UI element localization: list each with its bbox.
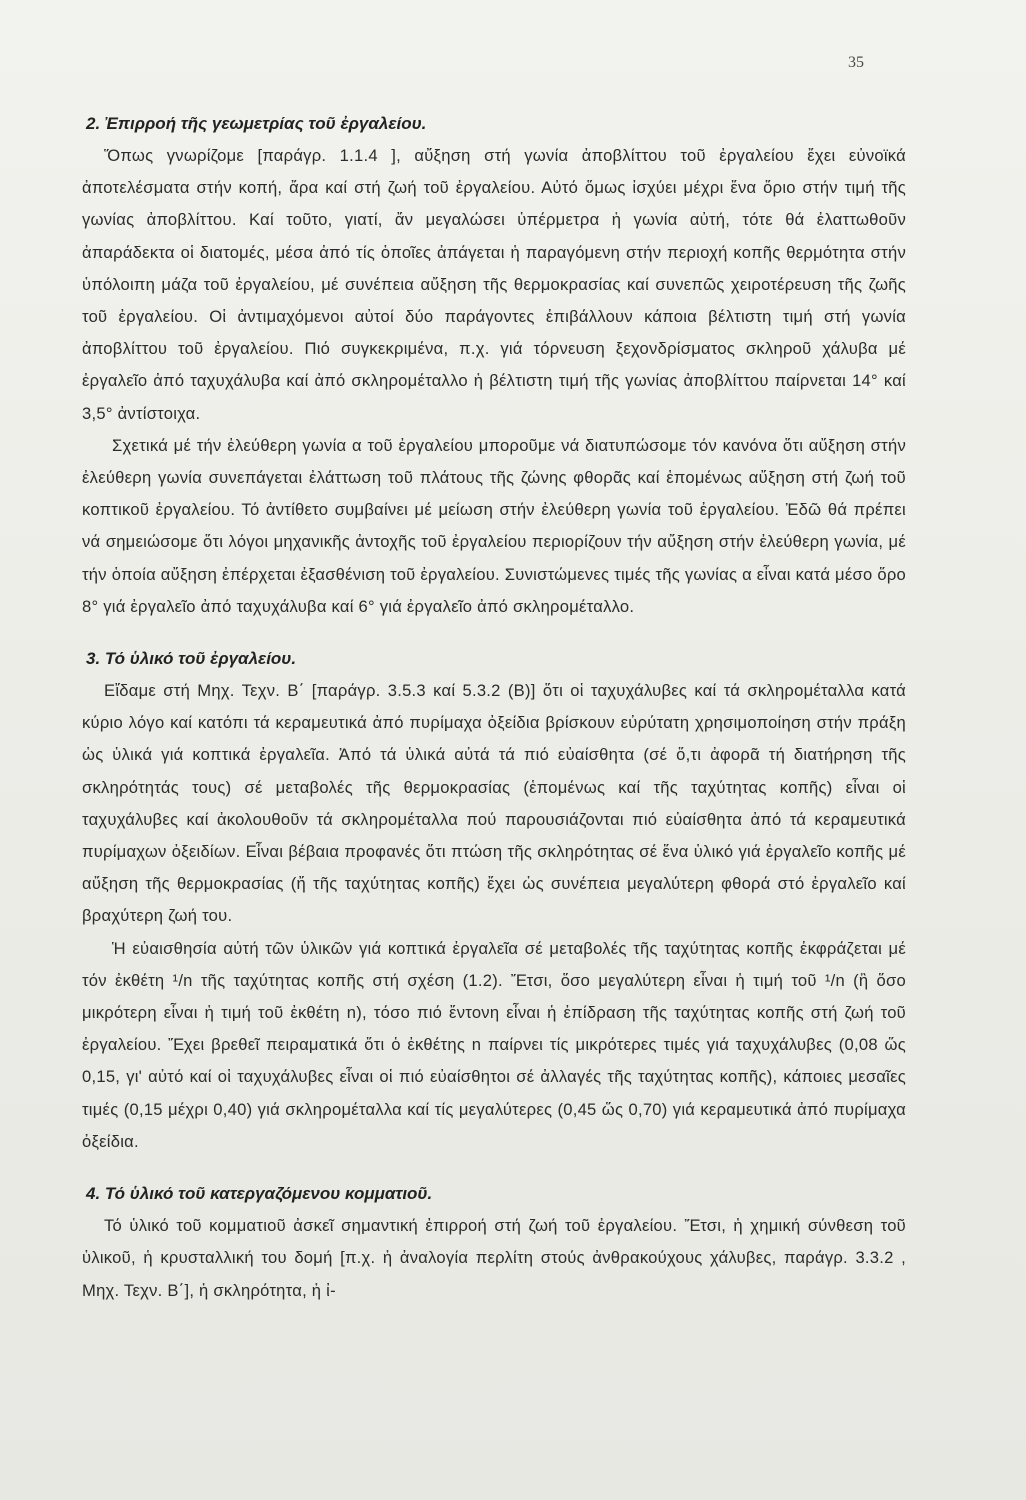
- paragraph: Εἴδαμε στή Μηχ. Τεχν. Β΄ [παράγρ. 3.5.3 καί 5.3.2 (Β)] ὅτι οἱ ταχυχάλυβες καί τά σκληρομέταλλα κατά κύριο λόγο καί κατόπι τά κεραμευτικά ἀπό πυρίμαχα ὀξείδια βρίσκουν εὐρύτατη χρησιμοποίηση στήν πράξη ὡς ὑλικά γιά κοπτικά ἐργαλεῖα. Ἀπό τά ὑλικά αὐτά τά πιό εὐαίσθητα (σέ ὅ,τι ἀφορᾶ τή διατήρηση τῆς σκληρότητάς τους) σέ μεταβολές τῆς θερμοκρασίας (ἑπομένως καί τῆς ταχύτητας κοπῆς) εἶναι οἱ ταχυχάλυβες καί ἀκολουθοῦν τά σκληρομέταλλα πού παρουσιάζονται πιό εὐαίσθητα ἀπό τά κεραμευτικά πυρίμαχων ὀξειδίων. Εἶναι βέβαια προφανές ὅτι πτώση τῆς σκληρότητας σέ ἕνα ὑλικό γιά ἐργαλεῖο κοπῆς μέ αὔξηση τῆς θερμοκρασίας (ἤ τῆς ταχύτητας κοπῆς) ἔχει ὡς συνέπεια μεγαλύτερη φθορά στό ἐργαλεῖο καί βραχύτερη ζωή του.: [82, 681, 906, 926]
- paragraph: Τό ὑλικό τοῦ κομματιοῦ ἀσκεῖ σημαντική ἐπιρροή στή ζωή τοῦ ἐργαλείου. Ἔτσι, ἡ χημική σύνθεση τοῦ ὑλικοῦ, ἡ κρυσταλλική του δομή [π.χ. ἡ ἀναλογία περλίτη στούς ἀνθρακούχους χάλυβες, παράγρ. 3.3.2 , Μηχ. Τεχν. Β΄], ἡ σκληρότητα, ἡ ἰ-: [82, 1216, 906, 1300]
- section-heading: 4. Τό ὑλικό τοῦ κατεργαζόμενου κομματιοῦ.: [86, 1184, 433, 1204]
- section-heading: 3. Τό ὑλικό τοῦ ἐργαλείου.: [86, 649, 297, 669]
- section-geometry-influence: [82, 110, 906, 623]
- section-workpiece-material: [82, 1180, 906, 1307]
- section-tool-material: [82, 645, 906, 1158]
- paragraph: Ἡ εὐαισθησία αὐτή τῶν ὑλικῶν γιά κοπτικά ἐργαλεῖα σέ μεταβολές τῆς ταχύτητας κοπῆς ἐκφράζεται μέ τόν ἐκθέτη ¹/n τῆς ταχύτητας κοπῆς στή σχέση (1.2). Ἔτσι, ὅσο μεγαλύτερη εἶναι ἡ τιμή τοῦ ¹/n (ἢ ὅσο μικρότερη εἶναι ἡ τιμή τοῦ ἐκθέτη n), τόσο πιό ἔντονη εἶναι ἡ ἐπίδραση τῆς ταχύτητας κοπῆς στή ζωή τοῦ ἐργαλείου. Ἔχει βρεθεῖ πειραματικά ὅτι ὁ ἐκθέτης n παίρνει τίς μικρότερες τιμές γιά ταχυχάλυβες (0,08 ὥς 0,15, γι' αὐτό καί οἱ ταχυχάλυβες εἶναι οἱ πιό εὐαίσθητοι σέ ἀλλαγές τῆς ταχύτητας κοπῆς), κάποιες μεσαῖες τιμές (0,15 μέχρι 0,40) γιά σκληρομέταλλα καί τίς μεγαλύτερες (0,45 ὥς 0,70) γιά κεραμευτικά ἀπό πυρίμαχα ὀξείδια.: [82, 938, 906, 1151]
- page-content: [82, 110, 906, 1307]
- paragraph: Σχετικά μέ τήν ἐλεύθερη γωνία α τοῦ ἐργαλείου μποροῦμε νά διατυπώσομε τόν κανόνα ὅτι αὔξηση στήν ἐλεύθερη γωνία συνεπάγεται ἐλάττωση τοῦ πλάτους τῆς ζώνης φθορᾶς καί ἑπομένως αὔξηση στή ζωή τοῦ κοπτικοῦ ἐργαλείου. Τό ἀντίθετο συμβαίνει μέ μείωση στήν ἐλεύθερη γωνία τοῦ ἐργαλείου. Ἐδῶ θά πρέπει νά σημειώσομε ὅτι λόγοι μηχανικῆς ἀντοχῆς τοῦ ἐργαλείου περιορίζουν τήν αὔξηση στήν ἐλεύθερη γωνία, μέ τήν ὁποία αὔξηση ἐπέρχεται ἐξασθένιση τοῦ ἐργαλείου. Συνιστώμενες τιμές τῆς γωνίας α εἶναι κατά μέσο ὅρο 8° γιά ἐργαλεῖο ἀπό ταχυχάλυβα καί 6° γιά ἐργαλεῖο ἀπό σκληρομέταλλο.: [82, 435, 906, 616]
- page-number: 35: [848, 54, 864, 71]
- section-heading: 2. Ἐπιρροή τῆς γεωμετρίας τοῦ ἐργαλείου.: [86, 114, 427, 133]
- paragraph: Ὅπως γνωρίζομε [παράγρ. 1.1.4 ], αὔξηση στή γωνία ἀποβλίττου τοῦ ἐργαλείου ἔχει εὐνοϊκά ἀποτελέσματα στήν κοπή, ἄρα καί στή ζωή τοῦ ἐργαλείου. Αὐτό ὅμως ἰσχύει μέχρι ἕνα ὅριο στήν τιμή τῆς γωνίας ἀποβλίττου. Καί τοῦτο, γιατί, ἄν μεγαλώσει ὑπέρμετρα ἡ γωνία αὐτή, τότε θά ἐλαττωθοῦν ἀπαράδεκτα οἱ διατομές, μέσα ἀπό τίς ὁποῖες ἀπάγεται ἡ παραγόμενη στήν περιοχή κοπῆς θερμότητα στήν ὑπόλοιπη μάζα τοῦ ἐργαλείου, μέ συνέπεια αὔξηση τῆς θερμοκρασίας καί συνεπῶς χειροτέρευση τῆς ζωῆς τοῦ ἐργαλείου. Οἱ ἀντιμαχόμενοι αὐτοί δύο παράγοντες ἐπιβάλλουν κάποια βέλτιστη τιμή στή γωνία ἀποβλίττου τοῦ ἐργαλείου. Πιό συγκεκριμένα, π.χ. γιά τόρνευση ξεχονδρίσματος σκληροῦ χάλυβα μέ ἐργαλεῖο ἀπό ταχυχάλυβα καί ἀπό σκληρομέταλλο ἡ βέλτιστη τιμή τῆς γωνίας ἀποβλίττου παίρνεται 14° καί 3,5° ἀντίστοιχα.: [82, 146, 906, 423]
